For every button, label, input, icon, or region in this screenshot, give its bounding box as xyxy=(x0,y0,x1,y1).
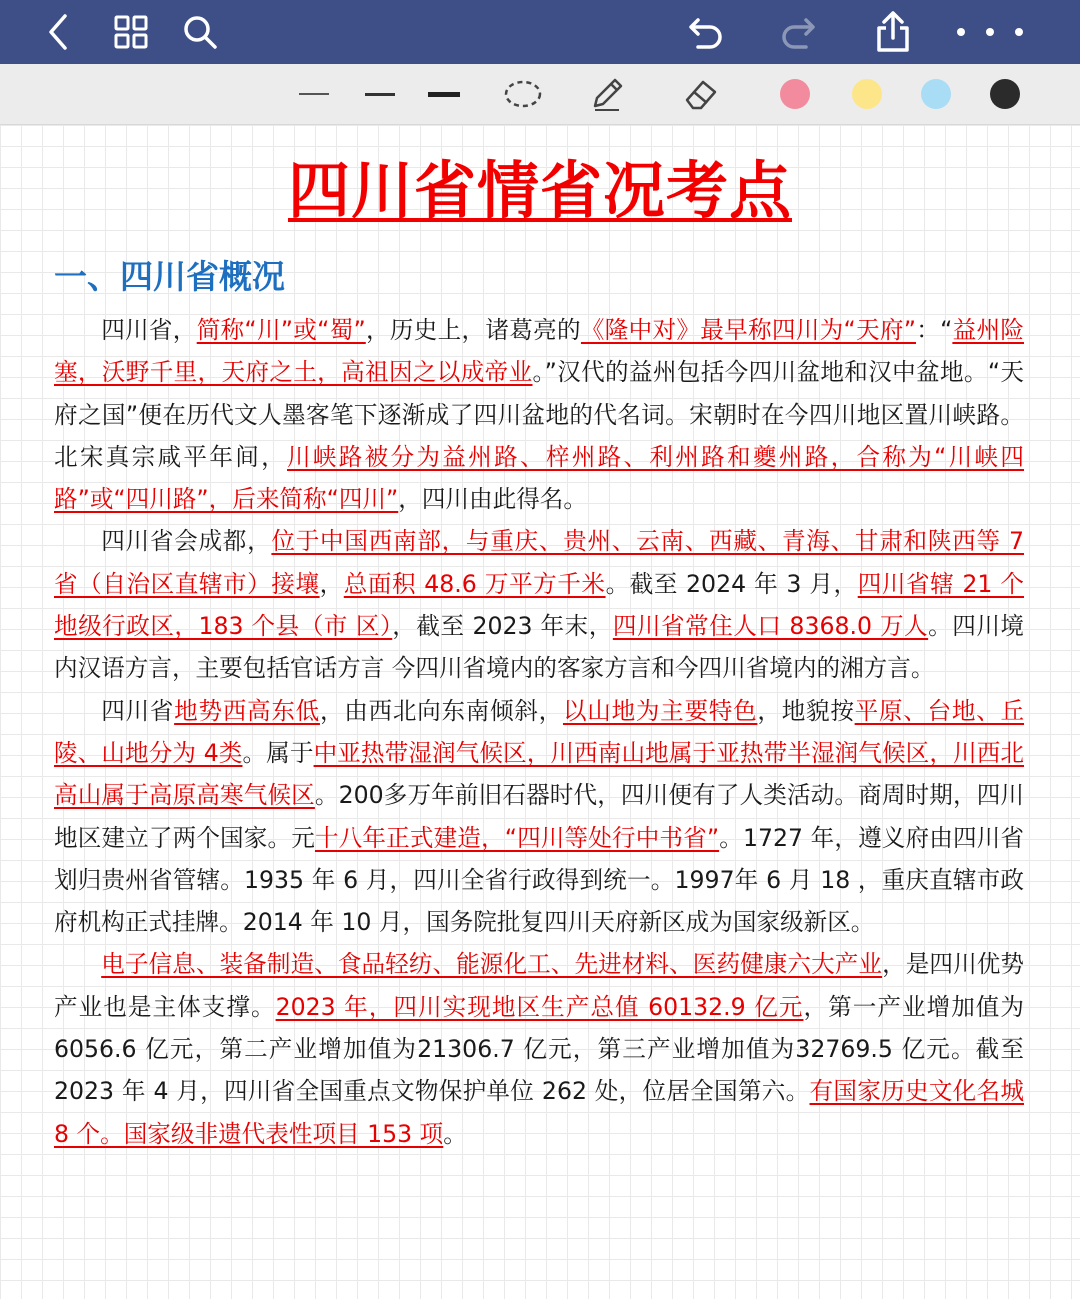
pencil-icon[interactable] xyxy=(584,72,630,116)
highlighted-text: 平原、台地、丘陵、山地分为 4类 xyxy=(54,696,1025,767)
text-run: ，第一产业增加值为 6056.6 亿元，第二产业增加值为21306.7 亿元，第三产业增加值为32769.5 亿元。截至 2023 年 4 月，四川省全国重点文物保护单位 262 处，位居全国第六。 xyxy=(54,992,1025,1106)
text-run: 四川省 xyxy=(101,696,175,725)
text-run: ，由西北向东南倾斜， xyxy=(319,696,563,725)
highlighted-text: 川峡路被分为益州路、梓州路、利州路和夔州路，合称为“川峡四路”或“四川路”，后来简称“四川” xyxy=(54,442,1025,514)
text-run: ，是四川优势产业也是主体支撑。 xyxy=(54,950,1025,1021)
highlighted-text: 十八年正式建造，“四川等处行中书省” xyxy=(314,823,720,852)
paragraph xyxy=(54,943,1024,1154)
text-run: 。四川境内汉语方言，主要包括官话方言 今四川省境内的客家方言和今四川省境内的湘方言。 xyxy=(54,612,1025,683)
eraser-icon[interactable] xyxy=(678,72,724,116)
note-page[interactable] xyxy=(0,125,1080,1299)
color-yellow-swatch[interactable] xyxy=(852,72,882,116)
text-run: 。200多万年前旧石器时代，四川便有了人类活动。商周时期，四川地区建立了两个国家。元 xyxy=(54,781,1025,852)
document-title: 四川省情省况考点 xyxy=(287,154,792,227)
highlighted-text: 益州险塞，沃野千里，天府之土，高祖因之以成帝业 xyxy=(54,316,1024,387)
paragraph xyxy=(54,690,1024,944)
pen-medium-icon[interactable] xyxy=(362,72,398,116)
text-run: ，四川由此得名。 xyxy=(398,485,587,514)
document-body xyxy=(54,309,1024,1155)
highlighted-text: 中亚热带湿润气候区，川西南山地属于亚热带半湿润气候区，川西北高山属于高原高寒气候区 xyxy=(54,738,1025,810)
text-run: ， xyxy=(319,569,344,598)
paragraph xyxy=(54,309,1024,520)
color-black-swatch[interactable] xyxy=(990,72,1020,116)
text-run: 。1727 年，遵义府由四川省划归贵州省管辖。1935 年 6 月，四川全省行政得到统一。1997年 6 月 18 ，重庆直辖市政府机构正式挂牌。2014 年 10 月，国务院批复四川天府新区成为国家级新区。 xyxy=(54,823,1024,937)
color-pink-swatch[interactable] xyxy=(780,72,810,116)
chevron-left-icon[interactable] xyxy=(34,8,82,56)
color-blue-swatch[interactable] xyxy=(921,72,951,116)
text-run: 四川省， xyxy=(101,316,197,344)
highlighted-text: 四川省常住人口 8368.0 万人 xyxy=(612,612,929,641)
grid-icon[interactable] xyxy=(107,8,155,56)
highlighted-text: 位于中国西南部，与重庆、贵州、云南、西藏、青海、甘肃和陕西等 7 省（自治区直辖市）接壤 xyxy=(54,527,1025,598)
pen-thick-icon[interactable] xyxy=(426,72,462,116)
search-icon[interactable] xyxy=(176,8,224,56)
highlighted-text: 简称“川”或“蜀” xyxy=(196,316,366,344)
pen-thin-icon[interactable] xyxy=(296,72,332,116)
text-run: 四川省会成都， xyxy=(101,527,272,556)
text-run: ：“ xyxy=(916,316,953,344)
redo-icon[interactable] xyxy=(774,8,822,56)
highlighted-text: 电子信息、装备制造、食品轻纺、能源化工、先进材料、医药健康六大产业 xyxy=(101,950,883,979)
highlighted-text: 地势西高东低 xyxy=(174,696,320,725)
undo-icon[interactable] xyxy=(682,8,730,56)
text-run: ，历史上，诸葛亮的 xyxy=(365,316,581,344)
section-heading: 一、四川省概况 xyxy=(54,257,285,296)
share-icon[interactable] xyxy=(869,8,917,56)
highlighted-text: 以山地为主要特色 xyxy=(562,696,758,725)
text-run: 。 xyxy=(443,1119,467,1148)
highlighted-text: 有国家历史文化名城 8 个。国家级非遗代表性项目 153 项 xyxy=(54,1077,1024,1148)
text-run: 。属于 xyxy=(242,738,314,767)
highlighted-text: 总面积 48.6 万平方千米 xyxy=(343,569,606,598)
drawing-toolbar xyxy=(0,64,1080,125)
lasso-icon[interactable] xyxy=(500,72,546,116)
more-icon[interactable] xyxy=(952,8,1028,56)
text-run: ，地貌按 xyxy=(757,696,855,725)
text-run: 。”汉代的益州包括今四川盆地和汉中盆地。“天府之国”便在历代文人墨客笔下逐渐成了四川盆地的代名词。宋朝时在今四川地区置川峡路。北宋真宗咸平年间， xyxy=(54,358,1024,471)
highlighted-text: 四川省辖 21 个地级行政区，183 个县（市 区） xyxy=(54,569,1025,641)
text-run: 。截至 2024 年 3 月， xyxy=(605,569,858,598)
paragraph xyxy=(54,520,1024,689)
top-app-bar xyxy=(0,0,1080,64)
highlighted-text: 《隆中对》最早称四川为“天府” xyxy=(580,316,916,344)
text-run: ，截至 2023 年末， xyxy=(392,612,613,641)
highlighted-text: 2023 年，四川实现地区生产总值 60132.9 亿元 xyxy=(275,992,804,1021)
